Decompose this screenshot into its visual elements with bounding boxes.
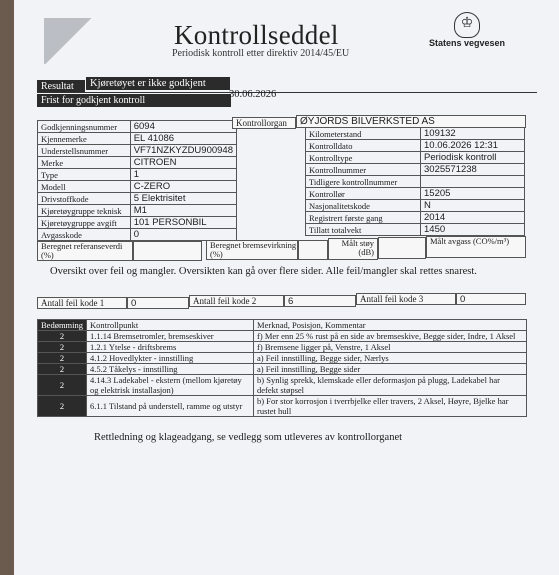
control-row [306, 224, 525, 236]
fault-remark: b) For stor korrosjon i tverrbjelke eller travers, 2 Aksel, Høyre, Bjelke har rustet hull [254, 396, 527, 417]
vehicle-label: Type [38, 169, 131, 181]
fault-row [38, 375, 527, 396]
fault-code: 2 [38, 342, 87, 353]
brake-effect-value [298, 240, 328, 260]
vehicle-label: Kjennemerke [38, 133, 131, 145]
vehicle-value: VF71NZKYZDU900948 [130, 145, 236, 157]
fault-row [38, 331, 527, 342]
vehicle-value: 0 [130, 229, 236, 241]
vehicle-value: M1 [130, 205, 236, 217]
vehicle-table [37, 120, 237, 241]
brake-effect-label: Beregnet bremsevirkning (%) [206, 240, 298, 260]
control-label: Registrert første gang [306, 212, 421, 224]
fault-remark: f) Bremsene ligger på, Venstre, 1 Aksel [254, 342, 527, 353]
fault-code: 2 [38, 331, 87, 342]
count-code3-label: Antall feil kode 3 [356, 293, 456, 305]
faults-header-point: Kontrollpunkt [87, 320, 254, 331]
control-table [305, 127, 525, 236]
vehicle-label: Understellsnummer [38, 145, 131, 157]
vehicle-row [38, 181, 237, 193]
deadline-label: Frist for godkjent kontroll [37, 94, 231, 107]
control-row [306, 176, 525, 188]
vehicle-row [38, 145, 237, 157]
control-value: 1450 [421, 224, 525, 236]
control-value: 15205 [421, 188, 525, 200]
vehicle-row [38, 205, 237, 217]
vehicle-row [38, 157, 237, 169]
fault-remark: a) Feil innstilling, Begge sider [254, 364, 527, 375]
control-label: Kontrollnummer [306, 164, 421, 176]
control-label: Tillatt totalvekt [306, 224, 421, 236]
vehicle-label: Modell [38, 181, 131, 193]
control-row [306, 164, 525, 176]
vehicle-value: CITROEN [130, 157, 236, 169]
vehicle-value: EL 41086 [130, 133, 236, 145]
count-code3-value: 0 [456, 293, 526, 305]
crown-logo-icon: ♔ [454, 12, 480, 38]
vehicle-row [38, 121, 237, 133]
vehicle-row [38, 169, 237, 181]
vehicle-row [38, 217, 237, 229]
control-row [306, 200, 525, 212]
fault-point: 4.5.2 Tåkelys - innstilling [87, 364, 254, 375]
exhaust-label: Målt avgass (CO%/m³) [426, 236, 526, 258]
fault-point: 1.2.1 Ytelse - driftsbrems [87, 342, 254, 353]
control-row [306, 140, 525, 152]
brake-reference-value [133, 241, 202, 261]
vehicle-label: Kjøretøygruppe teknisk [38, 205, 131, 217]
fault-point: 6.1.1 Tilstand på understell, ramme og utstyr [87, 396, 254, 417]
footer-note: Rettledning og klageadgang, se vedlegg som utleveres av kontrollorganet [94, 432, 403, 443]
result-label: Resultat [37, 80, 85, 93]
fault-code: 2 [38, 375, 87, 396]
vehicle-value: 5 Elektrisitet [130, 193, 236, 205]
control-value [421, 176, 525, 188]
control-value: 2014 [421, 212, 525, 224]
control-organ-value: ØYJORDS BILVERKSTED AS [296, 115, 526, 128]
inspection-sheet [14, 0, 559, 575]
vehicle-label: Drivstoffkode [38, 193, 131, 205]
control-label: Tidligere kontrollnummer [306, 176, 421, 188]
count-code2-value: 6 [284, 295, 356, 307]
fault-remark: f) Mer enn 25 % rust på en side av bremseskive, Begge sider, Indre, 1 Aksel [254, 331, 527, 342]
vehicle-value: C-ZERO [130, 181, 236, 193]
vehicle-value: 6094 [130, 121, 236, 133]
vehicle-label: Kjøretøygruppe avgift [38, 217, 131, 229]
corner-mark-icon [44, 18, 94, 64]
page-subtitle: Periodisk kontroll etter direktiv 2014/45/EU [172, 48, 350, 59]
vehicle-row [38, 229, 237, 241]
fault-point: 4.1.2 Hovedlykter - innstilling [87, 353, 254, 364]
count-code2-label: Antall feil kode 2 [189, 295, 284, 307]
noise-value [378, 237, 426, 259]
control-row [306, 152, 525, 164]
overview-note: Oversikt over feil og mangler. Oversikten kan gå over flere sider. Alle feil/mangler skal rettes snarest. [50, 266, 477, 277]
fault-row [38, 364, 527, 375]
control-organ-label: Kontrollorgan [232, 117, 296, 129]
fault-row [38, 353, 527, 364]
fault-point: 4.14.3 Ladekabel - ekstern (mellom kjøretøy og elektrisk installasjon) [87, 375, 254, 396]
count-code1-value: 0 [127, 297, 189, 309]
control-label: Kontrolltype [306, 152, 421, 164]
faults-header-code: Bedømming [38, 320, 87, 331]
vehicle-value: 101 PERSONBIL [130, 217, 236, 229]
noise-label: Målt støy (dB) [328, 238, 378, 260]
control-value: 3025571238 [421, 164, 525, 176]
count-code1-label: Antall feil kode 1 [37, 297, 127, 309]
vehicle-label: Avgasskode [38, 229, 131, 241]
control-label: Nasjonalitetskode [306, 200, 421, 212]
control-value: N [421, 200, 525, 212]
brake-reference-label: Beregnet referanseverdi (%) [37, 241, 133, 261]
control-value: Periodisk kontroll [421, 152, 525, 164]
control-value: 109132 [421, 128, 525, 140]
vehicle-row [38, 193, 237, 205]
control-row [306, 212, 525, 224]
control-row [306, 188, 525, 200]
fault-row [38, 396, 527, 417]
fault-code: 2 [38, 396, 87, 417]
agency-name: Statens vegvesen [429, 38, 506, 48]
vehicle-row [38, 133, 237, 145]
vehicle-label: Godkjenningsnummer [38, 121, 131, 133]
fault-code: 2 [38, 353, 87, 364]
fault-remark: b) Synlig sprekk, klemskade eller deformasjon på plugg, Ladekabel har defekt støpsel [254, 375, 527, 396]
control-value: 10.06.2026 12:31 [421, 140, 525, 152]
control-label: Kontrolldato [306, 140, 421, 152]
fault-row [38, 342, 527, 353]
fault-code: 2 [38, 364, 87, 375]
vehicle-value: 1 [130, 169, 236, 181]
fault-remark: a) Feil innstilling, Begge sider, Nærlys [254, 353, 527, 364]
faults-header-row [38, 320, 527, 331]
deadline-value: 30.06.2026 [229, 89, 277, 100]
control-label: Kontrollør [306, 188, 421, 200]
control-row [306, 128, 525, 140]
control-label: Kilometerstand [306, 128, 421, 140]
faults-table [37, 319, 527, 417]
result-value: Kjøretøyet er ikke godkjent [86, 77, 230, 90]
page-title: Kontrollseddel [174, 20, 339, 50]
vehicle-label: Merke [38, 157, 131, 169]
faults-header-remark: Merknad, Posisjon, Kommentar [254, 320, 527, 331]
fault-point: 1.1.14 Bremsetromler, bremseskiver [87, 331, 254, 342]
